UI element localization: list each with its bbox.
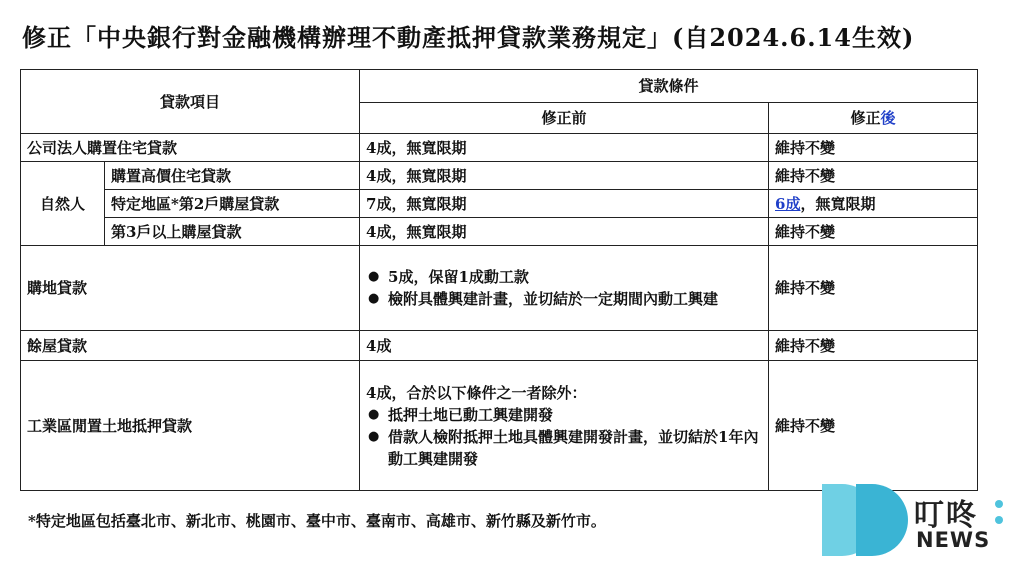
row-before: 4成 bbox=[360, 331, 769, 361]
table-row bbox=[21, 361, 978, 491]
row-item: 餘屋貸款 bbox=[21, 331, 360, 361]
bullet-item: ● 檢附具體興建計畫，並切結於一定期間內動工興建 bbox=[366, 288, 762, 310]
table-row bbox=[21, 162, 978, 190]
row-before: 4成，無寬限期 bbox=[360, 218, 769, 246]
table-row bbox=[21, 190, 978, 218]
row-after: 維持不變 bbox=[769, 361, 978, 491]
table-header-row bbox=[21, 70, 978, 103]
row-item: 工業區閒置土地抵押貸款 bbox=[21, 361, 360, 491]
row-item: 公司法人購置住宅貸款 bbox=[21, 134, 360, 162]
row-before: 7成，無寬限期 bbox=[360, 190, 769, 218]
bullet-list bbox=[366, 266, 762, 310]
header-before: 修正前 bbox=[360, 103, 769, 134]
header-after-highlight: 後 bbox=[880, 109, 896, 127]
dingdong-news-logo bbox=[822, 484, 1012, 556]
row-item: 特定地區*第2戶購屋貸款 bbox=[105, 190, 360, 218]
row-after: 維持不變 bbox=[769, 134, 978, 162]
table-row bbox=[21, 218, 978, 246]
bullet-list bbox=[366, 404, 762, 470]
row-item: 購置高價住宅貸款 bbox=[105, 162, 360, 190]
table-row bbox=[21, 246, 978, 331]
row-after: 維持不變 bbox=[769, 331, 978, 361]
row-before bbox=[360, 361, 769, 491]
page-title: 修正「中央銀行對金融機構辦理不動產抵押貸款業務規定」(自2024.6.14生效) bbox=[22, 23, 915, 52]
dd-logo-mark-icon bbox=[822, 484, 908, 556]
row-after bbox=[769, 190, 978, 218]
row-after-rest: ，無寬限期 bbox=[800, 194, 876, 213]
table-row bbox=[21, 331, 978, 361]
logo-cn-text: 叮咚 bbox=[914, 498, 978, 533]
footnote: *特定地區包括臺北市、新北市、桃園市、臺中市、臺南市、高雄市、新竹縣及新竹市。 bbox=[28, 512, 606, 530]
header-after-prefix: 修正 bbox=[850, 109, 881, 127]
row-after: 維持不變 bbox=[769, 218, 978, 246]
row-after-highlight: 6成 bbox=[775, 194, 801, 213]
header-loan-item: 貸款項目 bbox=[21, 70, 360, 134]
logo-en-text: NEWS bbox=[916, 528, 991, 552]
bullet-item: ● 抵押土地已動工興建開發 bbox=[366, 404, 762, 426]
logo-colon-dots-icon bbox=[994, 498, 1004, 528]
loan-rules-table bbox=[20, 69, 978, 491]
header-loan-conditions: 貸款條件 bbox=[360, 70, 978, 103]
row-before: 4成，無寬限期 bbox=[360, 162, 769, 190]
bullet-item: ● 5成，保留1成動工款 bbox=[366, 266, 762, 288]
row-item: 購地貸款 bbox=[21, 246, 360, 331]
row-item: 第3戶以上購屋貸款 bbox=[105, 218, 360, 246]
group-natural-person: 自然人 bbox=[21, 162, 105, 246]
row-before: 4成，無寬限期 bbox=[360, 134, 769, 162]
bullet-item: ● 借款人檢附抵押土地具體興建開發計畫，並切結於1年內動工興建開發 bbox=[366, 426, 762, 470]
row-after: 維持不變 bbox=[769, 246, 978, 331]
table-row bbox=[21, 134, 978, 162]
row-before bbox=[360, 246, 769, 331]
row-before-intro: 4成，合於以下條件之一者除外： bbox=[366, 383, 587, 402]
header-after bbox=[769, 103, 978, 134]
row-after: 維持不變 bbox=[769, 162, 978, 190]
